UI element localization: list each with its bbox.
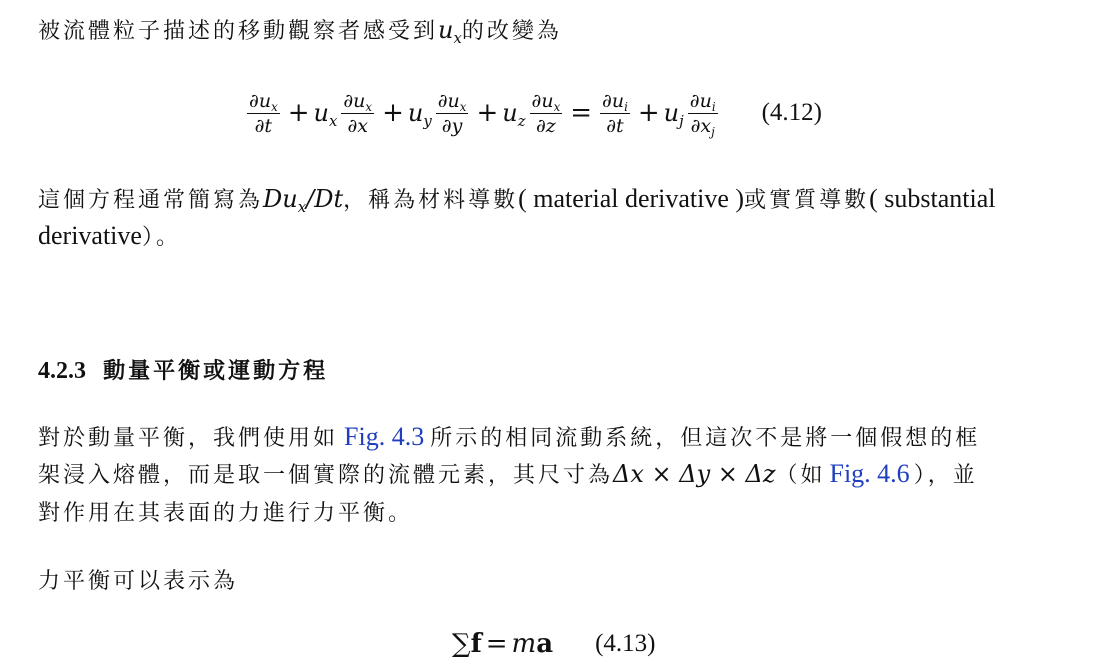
frac-dui-dxj: $\frac{\partial u_i}{\partial x_j}$ — [689, 89, 716, 139]
math-expression — [263, 185, 344, 217]
text: 或實質導數 — [744, 188, 870, 213]
paragraph-intro — [38, 14, 562, 48]
paren: ( — [518, 184, 527, 213]
paragraph-momentum-line2 — [38, 458, 978, 489]
frac-dux-dx: $\frac{\partial u_x}{\partial x}$ — [343, 89, 373, 137]
english-term: material derivative — [526, 184, 736, 213]
sum-symbol: ∑ — [452, 629, 471, 659]
paragraph-momentum-line3 — [38, 496, 413, 527]
frac-dui-dt: $\frac{\partial u_i}{\partial t}$ — [602, 89, 628, 137]
force-vector: f — [470, 629, 482, 659]
velocity-subscript: x — [453, 29, 462, 48]
paren: ( — [869, 184, 878, 213]
text: 架浸入熔體，而是取一個實際的流體元素，其尺寸為 — [38, 463, 614, 488]
intro-text-end: 的改變為 — [461, 19, 562, 44]
intro-text: 被流體粒子描述的移動觀察者感受到 — [38, 19, 439, 44]
text: 對於動量平衡，我們使用如 — [38, 426, 339, 451]
section-heading — [38, 354, 328, 385]
frac-dux-dt: $\frac{\partial u_x}{\partial t}$ — [249, 89, 278, 137]
equation-number: (4.13) — [595, 630, 656, 657]
math-part: Du — [263, 185, 298, 213]
paren: ) — [735, 184, 745, 213]
velocity-var — [438, 16, 462, 48]
equals: = — [485, 629, 508, 659]
paragraph-momentum-line1 — [38, 421, 980, 452]
section-number: 4.2.3 — [38, 358, 86, 384]
text: 所示的相同流動系統，但這次不是將一個假想的框 — [430, 426, 981, 451]
paragraph-material-derivative-line2 — [38, 220, 181, 251]
text: 力平衡可以表示為 — [38, 569, 239, 594]
section-title: 動量平衡或運動方程 — [103, 358, 329, 384]
equation-number: (4.12) — [761, 99, 822, 126]
text: 對作用在其表面的力進行力平衡。 — [38, 501, 414, 526]
paragraph-material-derivative — [38, 183, 996, 217]
equation-4-13 — [452, 624, 655, 664]
english-term: derivative — [38, 221, 142, 250]
text: ，稱為材料導數 — [343, 188, 519, 213]
text: 這個方程通常簡寫為 — [38, 188, 264, 213]
text: ），並 — [913, 463, 978, 488]
math-subscript: x — [297, 198, 307, 217]
text: （如 — [775, 463, 826, 488]
mass-symbol: m — [511, 629, 537, 659]
frac-dux-dz: $\frac{\partial u_x}{\partial z}$ — [531, 89, 561, 137]
paragraph-force-balance — [38, 564, 238, 595]
figure-link[interactable]: Fig. 4.3 — [344, 422, 425, 451]
frac-dux-dy: $\frac{\partial u_x}{\partial y}$ — [437, 89, 467, 137]
math-part: /Dt — [306, 185, 344, 213]
equation-4-12: $\frac{\partial u_x}{\partial t}$ + $u_x$ $\frac{\partial u_x}{\partial x}$ + $u_y$ $\frac{\partial u_x}{\partial y}$ + $u_z$ $\frac{\partial u_x}{\partial z}$ = $\frac{\partial u_i}{\partial t}$ + $u_j$ $\frac{\partial u_i}{\partial x_j}$ (4.12) — [249, 89, 822, 139]
velocity-symbol: u — [438, 16, 454, 44]
text: ）。 — [141, 225, 181, 250]
dimensions-expression: Δx × Δy × Δz — [613, 460, 776, 488]
figure-link[interactable]: Fig. 4.6 — [829, 459, 910, 488]
acceleration-vector: a — [536, 629, 554, 659]
english-term: substantial — [877, 184, 996, 213]
